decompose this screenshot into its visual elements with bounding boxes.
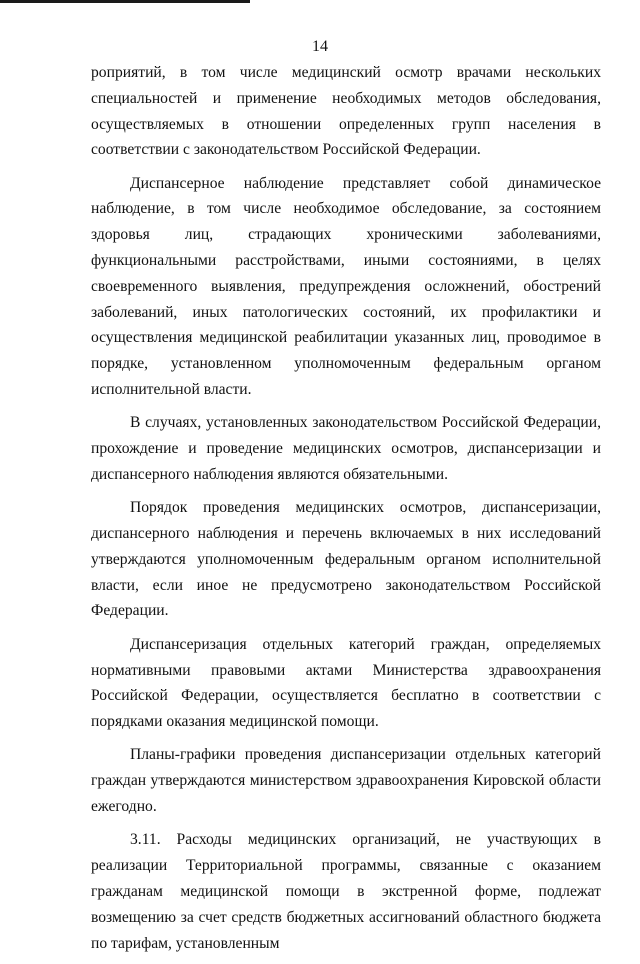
page-number: 14 bbox=[312, 38, 328, 55]
paragraph-dispensary-observation: Диспансерное наблюдение представляет собой динамическое наблюдение, в том числе необходимое обследование, за состоянием здоровья лиц, страдающих хроническими заболеваниями, функциональными расстройствами, иными состояниями, в целях своевременного выявления, предупреждения осложнений, обострений заболеваний, иных патологических состояний, их профилактики и осуществления медицинской реабилитации указанных лиц, проводимое в порядке, установленном уполномоченным федеральным органом исполнительной власти. bbox=[91, 174, 601, 399]
paragraph-free-dispensarization: Диспансеризация отдельных категорий граждан, определяемых нормативными правовыми актами Министерства здравоохранения Российской Федерации, осуществляется бесплатно в соответствии с порядками оказания медицинской помощи. bbox=[91, 635, 601, 731]
document-body bbox=[91, 60, 601, 964]
paragraph-mandatory-cases: В случаях, установленных законодательством Российской Федерации, прохождение и проведение медицинских осмотров, диспансеризации и диспансерного наблюдения являются обязательными. bbox=[91, 414, 601, 483]
paragraph-continued: роприятий, в том числе медицинский осмотр врачами нескольких специальностей и применение необходимых методов обследования, осуществляемых в отношении определенных групп населения в соответствии с законодательством Российской Федерации. bbox=[91, 64, 601, 159]
paragraph-section-3-11: 3.11. Расходы медицинских организаций, не участвующих в реализации Территориальной программы, связанные с оказанием гражданам медицинской помощи в экстренной форме, подлежат возмещению за счет средств бюджетных ассигнований областного бюджета по тарифам, установленным bbox=[91, 831, 601, 952]
paragraph-procedure: Порядок проведения медицинских осмотров, диспансеризации, диспансерного наблюдения и перечень включаемых в них исследований утверждаются уполномоченным федеральным органом исполнительной власти, если иное не предусмотрено законодательством Российской Федерации. bbox=[91, 499, 601, 620]
paragraph-schedules: Планы-графики проведения диспансеризации отдельных категорий граждан утверждаются министерством здравоохранения Кировской области ежегодно. bbox=[91, 746, 601, 816]
scan-edge-mark bbox=[0, 0, 250, 3]
